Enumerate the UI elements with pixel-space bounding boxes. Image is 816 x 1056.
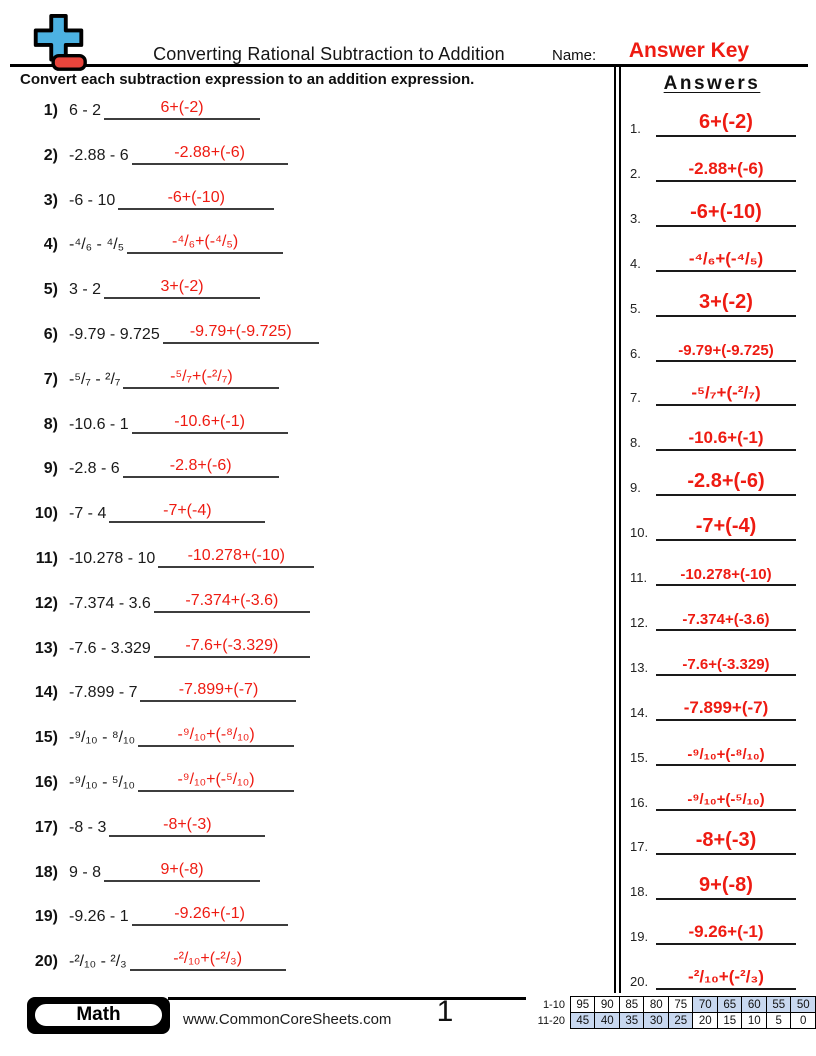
- answer-number: 11.: [630, 570, 648, 585]
- problem-number: 12): [34, 594, 58, 612]
- problem-expression: -7.6 - 3.329: [69, 639, 151, 657]
- problem-number: 17): [34, 818, 58, 836]
- answer-number: 5.: [630, 300, 641, 316]
- inline-answer-text: -7+(-4): [163, 502, 212, 520]
- answer-row: [630, 642, 796, 676]
- problem-expression: -10.278 - 10: [69, 550, 156, 567]
- answer-row: [630, 328, 796, 362]
- inline-answer-text: -7.6+(-3.329): [185, 636, 279, 654]
- problem-number: 13): [34, 639, 58, 657]
- answer-number: 2.: [630, 165, 641, 181]
- answer-blank-line: [104, 278, 260, 299]
- inline-answer-text: -10.278+(-10): [187, 547, 285, 564]
- answer-text: -⁹/₁₀+(-⁸/₁₀): [656, 746, 796, 766]
- answer-text: -2.88+(-6): [656, 159, 796, 182]
- problem-row: [28, 532, 314, 568]
- answer-blank-line: [154, 637, 310, 658]
- problem-row: [28, 398, 288, 434]
- problem-number: 11): [35, 550, 58, 567]
- problem-number: 19): [34, 908, 58, 926]
- answer-blank-line: [138, 771, 294, 792]
- answer-row: [630, 417, 796, 451]
- answer-row: [630, 866, 796, 900]
- answer-blank-line: [140, 681, 296, 702]
- problem-expression: -7.374 - 3.6: [69, 594, 151, 612]
- problem-number: 3): [43, 191, 58, 209]
- answer-blank-line: [132, 413, 288, 434]
- problem-row: [28, 801, 265, 837]
- problem-expression: -7.899 - 7: [69, 684, 138, 702]
- page-title: Converting Rational Subtraction to Addition: [153, 44, 505, 64]
- problem-row: [28, 129, 288, 165]
- problem-expression: -⁹/₁₀ - ⁵/₁₀: [69, 774, 135, 791]
- problem-row: [28, 263, 260, 299]
- grading-table: [528, 996, 816, 1029]
- problem-expression: -7 - 4: [69, 505, 107, 523]
- footer: [0, 995, 816, 1043]
- grading-score-cell: 60: [742, 997, 767, 1013]
- problem-number: 16): [34, 774, 58, 791]
- answer-blank-line: [123, 457, 279, 478]
- inline-answer-text: -⁹/₁₀+(-⁵/₁₀): [177, 771, 255, 788]
- problem-row: [28, 711, 294, 747]
- answer-number: 10.: [630, 525, 649, 541]
- answer-text: -8+(-3): [656, 829, 796, 855]
- answer-row: [630, 372, 796, 406]
- inline-answer-text: -²/₁₀+(-²/₃): [173, 950, 243, 968]
- inline-answer-text: 9+(-8): [160, 860, 204, 878]
- inline-answer-text: -2.8+(-6): [169, 457, 232, 475]
- grading-score-cell: 30: [644, 1013, 669, 1029]
- grading-score-cell: 65: [717, 997, 742, 1013]
- answer-number: 17.: [630, 839, 649, 855]
- answer-text: -7.899+(-7): [656, 698, 796, 721]
- problem-number: 8): [43, 415, 58, 433]
- problem-number: 20): [34, 953, 58, 971]
- answer-number: 15.: [630, 749, 649, 765]
- answer-row: [630, 507, 796, 541]
- answer-text: -²/₁₀+(-²/₃): [656, 967, 796, 990]
- problem-row: [28, 218, 283, 254]
- problems-list: [28, 0, 608, 1000]
- inline-answer-text: 6+(-2): [160, 99, 204, 116]
- answer-text: -9.26+(-1): [656, 922, 796, 945]
- answer-blank-line: [130, 950, 286, 971]
- grading-score-cell: 15: [717, 1013, 742, 1029]
- answer-row: [630, 597, 796, 631]
- problem-row: [28, 487, 265, 523]
- answer-blank-line: [109, 816, 265, 837]
- answer-row: [630, 103, 796, 137]
- problem-number: 18): [34, 863, 58, 881]
- grading-range-label: 1-10: [542, 998, 565, 1011]
- inline-answer-text: -8+(-3): [163, 815, 212, 833]
- grading-score-cell: 90: [595, 997, 620, 1013]
- problem-expression: -8 - 3: [69, 818, 107, 836]
- inline-answer-text: -⁹/₁₀+(-⁸/₁₀): [177, 726, 255, 744]
- answer-key-label: Answer Key: [628, 39, 750, 62]
- grading-score-cell: 80: [644, 997, 669, 1013]
- answer-text: -⁹/₁₀+(-⁵/₁₀): [656, 791, 796, 811]
- answer-number: 9.: [630, 480, 641, 496]
- answer-text: -10.278+(-10): [656, 566, 796, 586]
- grading-score-cell: 45: [570, 1013, 595, 1029]
- answer-row: [630, 911, 796, 945]
- grading-score-cell: 75: [668, 997, 693, 1013]
- grading-table-body: [528, 997, 816, 1029]
- answer-row: [630, 956, 796, 990]
- grading-score-cell: 25: [668, 1013, 693, 1029]
- problem-number: 9): [43, 460, 58, 478]
- problem-row: [28, 666, 296, 702]
- grading-score-cell: 40: [595, 1013, 620, 1029]
- answer-row: [630, 462, 796, 496]
- grading-score-cell: 10: [742, 1013, 767, 1029]
- problem-expression: -²/₁₀ - ²/₃: [69, 953, 127, 971]
- answer-blank-line: [123, 368, 279, 389]
- grading-score-cell: 95: [570, 997, 595, 1013]
- problem-expression: -6 - 10: [69, 191, 116, 209]
- problem-expression: 3 - 2: [69, 281, 102, 299]
- problem-row: [28, 84, 260, 120]
- answer-number: 6.: [630, 345, 641, 361]
- answer-row: [630, 777, 796, 811]
- grading-score-cell: 20: [693, 1013, 718, 1029]
- problem-number: 6): [43, 326, 58, 343]
- answer-text: 6+(-2): [656, 111, 796, 137]
- answer-text: 3+(-2): [656, 291, 796, 317]
- commoncoresheets-logo-icon: [27, 12, 91, 76]
- answer-row: [630, 687, 796, 721]
- answer-number: 4.: [630, 255, 641, 271]
- answer-row: [630, 193, 796, 227]
- answer-number: 16.: [630, 794, 649, 810]
- name-label: Name:: [552, 47, 597, 64]
- website-url: www.CommonCoreSheets.com: [183, 1011, 392, 1028]
- answers-heading: Answers: [663, 73, 761, 94]
- problem-number: 2): [43, 146, 58, 164]
- answer-blank-line: [138, 726, 294, 747]
- inline-answer-text: 3+(-2): [160, 278, 204, 296]
- problem-row: [28, 442, 279, 478]
- problem-row: [28, 577, 310, 613]
- problem-row: [28, 756, 294, 792]
- answer-blank-line: [118, 189, 274, 210]
- problem-expression: -⁹/₁₀ - ⁸/₁₀: [69, 729, 136, 747]
- answer-number: 19.: [630, 929, 649, 945]
- subject-badge-label: Math: [32, 1001, 165, 1029]
- answer-row: [630, 148, 796, 182]
- instruction-text: Convert each subtraction expression to an addition expression.: [20, 71, 475, 88]
- answer-text: -⁵/₇+(-²/₇): [656, 383, 796, 406]
- logo-plus-icon: [36, 16, 82, 60]
- problem-number: 7): [43, 370, 58, 388]
- problem-expression: 6 - 2: [69, 102, 102, 119]
- problem-number: 15): [34, 729, 58, 747]
- inline-answer-text: -6+(-10): [167, 188, 225, 206]
- problem-number: 4): [43, 236, 58, 254]
- answers-column-divider: [614, 67, 621, 993]
- answer-text: -6+(-10): [656, 201, 796, 227]
- grading-score-cell: 85: [619, 997, 644, 1013]
- grading-score-cell: 5: [766, 1013, 791, 1029]
- problem-expression: -2.88 - 6: [69, 146, 129, 164]
- answer-blank-line: [158, 547, 314, 568]
- problem-row: [28, 846, 260, 882]
- problem-number: 14): [34, 684, 58, 702]
- answer-blank-line: [104, 99, 260, 120]
- answer-blank-line: [109, 502, 265, 523]
- problem-expression: -9.79 - 9.725: [69, 326, 160, 343]
- answer-number: 3.: [630, 210, 641, 226]
- answer-number: 13.: [630, 659, 649, 675]
- answer-number: 7.: [630, 390, 641, 406]
- inline-answer-text: -2.88+(-6): [174, 143, 245, 161]
- answer-blank-line: [154, 592, 310, 613]
- inline-answer-text: -7.374+(-3.6): [185, 591, 279, 609]
- answer-number: 8.: [630, 435, 641, 451]
- answer-blank-line: [127, 233, 283, 254]
- answer-blank-line: [104, 861, 260, 882]
- inline-answer-text: -⁴/₆+(-⁴/₅): [171, 233, 239, 251]
- grading-table-row: [528, 1013, 816, 1029]
- problem-number: 10): [34, 505, 58, 523]
- answer-row: [630, 238, 796, 272]
- answer-row: [630, 821, 796, 855]
- inline-answer-text: -9.79+(-9.725): [189, 323, 292, 340]
- problem-expression: -⁵/₇ - ²/₇: [69, 370, 121, 388]
- logo-minus-icon: [53, 56, 85, 70]
- grading-score-cell: 50: [791, 997, 816, 1013]
- problem-expression: -9.26 - 1: [69, 908, 129, 926]
- problem-row: [28, 890, 288, 926]
- inline-answer-text: -10.6+(-1): [174, 412, 245, 430]
- answer-text: -10.6+(-1): [656, 428, 796, 451]
- answer-number: 20.: [630, 974, 649, 990]
- page-number: 1: [436, 995, 454, 1028]
- answer-text: -7.6+(-3.329): [656, 656, 796, 676]
- footer-divider: [168, 997, 526, 1000]
- problem-expression: -2.8 - 6: [69, 460, 120, 478]
- answer-text: -9.79+(-9.725): [656, 342, 796, 362]
- problem-number: 5): [43, 281, 58, 299]
- grading-range-label: 11-20: [537, 1014, 565, 1027]
- answer-number: 18.: [630, 884, 649, 900]
- problem-row: [28, 622, 310, 658]
- answer-number: 1.: [630, 121, 641, 136]
- inline-answer-text: -⁵/₇+(-²/₇): [170, 367, 233, 385]
- grading-score-cell: 55: [766, 997, 791, 1013]
- answer-number: 12.: [630, 614, 649, 630]
- answer-blank-line: [132, 905, 288, 926]
- answer-text: 9+(-8): [656, 874, 796, 900]
- inline-answer-text: -9.26+(-1): [174, 905, 245, 923]
- answer-blank-line: [132, 144, 288, 165]
- answer-text: -2.8+(-6): [656, 470, 796, 496]
- inline-answer-text: -7.899+(-7): [178, 681, 259, 699]
- problem-row: [28, 353, 279, 389]
- problem-expression: 9 - 8: [69, 863, 102, 881]
- problem-expression: -⁴/₆ - ⁴/₅: [69, 236, 125, 254]
- answer-text: -⁴/₆+(-⁴/₅): [656, 249, 796, 272]
- answer-row: [630, 552, 796, 586]
- answer-text: -7.374+(-3.6): [656, 611, 796, 631]
- problem-expression: -10.6 - 1: [69, 415, 129, 433]
- problem-row: [28, 308, 319, 344]
- grading-score-cell: 0: [791, 1013, 816, 1029]
- answer-blank-line: [163, 323, 319, 344]
- grading-score-cell: 35: [619, 1013, 644, 1029]
- grading-score-cell: 70: [693, 997, 718, 1013]
- answer-row: [630, 732, 796, 766]
- problem-number: 1): [43, 102, 58, 119]
- answer-text: -7+(-4): [656, 515, 796, 541]
- header-divider: [10, 64, 808, 67]
- subject-badge: [27, 997, 170, 1034]
- grading-table-row: [528, 997, 816, 1013]
- problem-row: [28, 174, 274, 210]
- problem-row: [28, 935, 286, 971]
- answer-number: 14.: [630, 704, 649, 720]
- answer-row: [630, 283, 796, 317]
